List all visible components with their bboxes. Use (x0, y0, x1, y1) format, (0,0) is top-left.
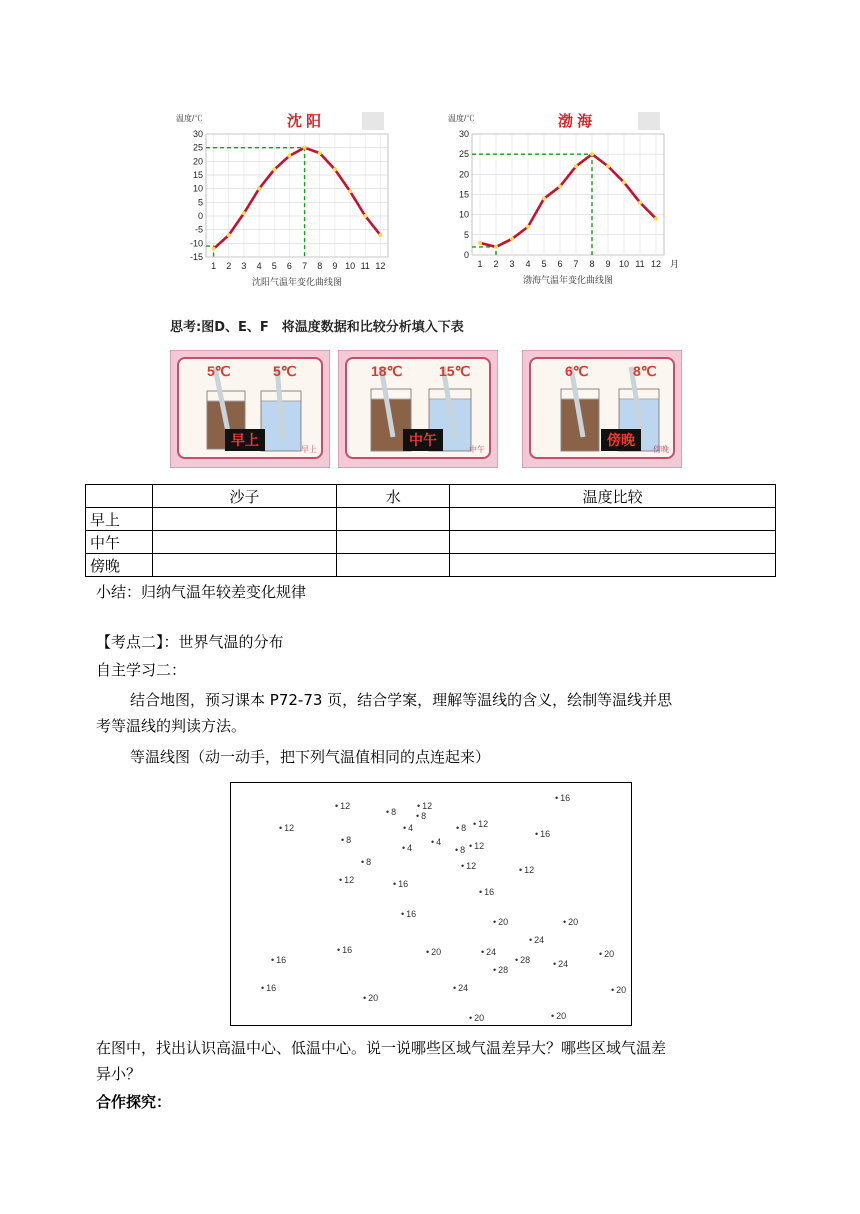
row-label: 早上 (86, 508, 153, 531)
isotherm-point[interactable]: • 20 (493, 917, 508, 927)
data-point (287, 154, 291, 158)
section-title: 【考点二】：世界气温的分布 (96, 633, 284, 651)
photo-noon (338, 350, 498, 468)
chart-caption: 渤海气温年变化曲线图 (522, 275, 614, 285)
x-tick-label: 11 (360, 261, 370, 271)
y-tick-label: 15 (458, 189, 469, 200)
table-cell[interactable] (450, 508, 776, 531)
chart-caption: 沈阳气温年变化曲线图 (251, 277, 343, 287)
x-tick-label: 8 (589, 259, 595, 269)
isotherm-point[interactable]: • 16 (393, 879, 408, 889)
table-cell[interactable] (450, 531, 776, 554)
chart-title: 沈 阳 (287, 113, 322, 130)
data-point (494, 245, 498, 249)
x-tick-label: 5 (541, 259, 547, 269)
paragraph-2: 等温线图（动一动手，把下列气温值相同的点连起来） (130, 748, 491, 766)
x-tick-label: 12 (650, 259, 662, 269)
x-tick-label: 2 (493, 259, 499, 269)
isotherm-point[interactable]: • 16 (555, 793, 570, 803)
shenyang-chart (176, 108, 408, 298)
x-tick-label: 9 (605, 259, 611, 269)
y-tick-label: 0 (463, 250, 469, 260)
isotherm-point[interactable]: • 12 (461, 861, 476, 871)
y-tick-label: 10 (192, 183, 203, 194)
data-point (510, 237, 514, 241)
data-point (272, 168, 276, 172)
isotherm-point[interactable]: • 12 (339, 875, 354, 885)
isotherm-point[interactable]: • 12 (417, 801, 432, 811)
y-tick-label: 30 (192, 129, 203, 139)
data-point (558, 184, 562, 188)
isotherm-point[interactable]: • 20 (426, 947, 441, 957)
isotherm-point[interactable]: • 20 (611, 985, 626, 995)
water-temp: 5℃ (273, 363, 297, 379)
data-point (638, 201, 642, 205)
y-tick-label: 20 (458, 169, 469, 180)
data-point (348, 189, 352, 193)
sand-temp: 6℃ (565, 363, 589, 379)
row-label: 傍晚 (86, 554, 153, 577)
time-tag: 傍晚 (653, 445, 669, 454)
isotherm-point[interactable]: • 8 (361, 857, 371, 867)
table-cell[interactable] (337, 531, 450, 554)
isotherm-point[interactable]: • 24 (481, 947, 496, 957)
data-point (303, 146, 307, 150)
sand-temp: 5℃ (207, 363, 231, 379)
data-point (212, 247, 216, 251)
x-tick-label: 11 (635, 259, 645, 269)
row-label: 中午 (86, 531, 153, 554)
y-tick-label: 25 (192, 142, 203, 153)
isotherm-point[interactable]: • 20 (363, 993, 378, 1003)
isotherm-point[interactable]: • 16 (535, 829, 550, 839)
table-header-cell: 温度比较 (450, 485, 776, 508)
chart-title: 渤 海 (558, 113, 593, 130)
shenyang-chart-svg (176, 108, 408, 298)
isotherm-point[interactable]: • 24 (553, 959, 568, 969)
x-tick-label: 1 (211, 261, 217, 271)
y-axis-label: 温度/℃ (448, 114, 475, 123)
isotherm-point[interactable]: • 4 (403, 823, 413, 833)
time-tag: 早上 (301, 445, 317, 454)
y-tick-label: -10 (189, 238, 203, 249)
data-point (242, 211, 246, 215)
x-tick-label: 7 (302, 261, 308, 271)
table-cell[interactable] (153, 554, 337, 577)
x-tick-label: 1 (477, 259, 483, 269)
x-tick-label: 6 (286, 261, 292, 271)
bohai-chart (448, 108, 688, 298)
isotherm-point[interactable]: • 20 (551, 1011, 566, 1021)
y-tick-label: 5 (197, 197, 203, 208)
table-cell[interactable] (337, 554, 450, 577)
table-row (86, 531, 776, 554)
paragraph-1b: 考等温线的判读方法。 (96, 717, 247, 735)
self-study: 自主学习二： (96, 661, 187, 679)
time-badge: 傍晚 (601, 429, 641, 451)
data-point (363, 214, 367, 218)
y-tick-label: 0 (197, 211, 203, 221)
y-tick-label: 5 (463, 229, 469, 240)
comparison-table (85, 484, 776, 577)
data-point (622, 180, 626, 184)
y-tick-label: 15 (192, 170, 203, 180)
chart-corner-block (362, 112, 384, 130)
cooperation-title: 合作探究： (96, 1093, 172, 1111)
data-point (318, 151, 322, 155)
data-point (590, 152, 594, 156)
paragraph-1a: 结合地图，预习课本 P72-73 页，结合学案，理解等温线的含义，绘制等温线并思 (130, 691, 673, 709)
summary: 小结：归纳气温年较差变化规律 (96, 583, 307, 601)
data-point (378, 233, 382, 237)
table-header-row (86, 485, 776, 508)
water-temp: 15℃ (439, 363, 471, 379)
isotherm-point[interactable]: • 8 (386, 807, 396, 817)
time-tag: 中午 (469, 445, 485, 454)
x-tick-label: 4 (525, 259, 531, 269)
isotherm-point[interactable]: • 8 (341, 835, 351, 845)
isotherm-point[interactable]: • 4 (402, 843, 412, 853)
data-point (257, 187, 261, 191)
table-cell[interactable] (337, 508, 450, 531)
time-badge: 中午 (403, 429, 443, 451)
isotherm-map[interactable] (230, 782, 632, 1026)
isotherm-point[interactable]: • 16 (479, 887, 494, 897)
x-tick-label: 10 (345, 261, 356, 271)
isotherm-point[interactable]: • 12 (279, 823, 294, 833)
think-title: 思考:图D、E、F 将温度数据和比较分析填入下表 (170, 320, 464, 335)
x-tick-label: 2 (226, 261, 232, 271)
isotherm-point[interactable]: • 28 (515, 955, 530, 965)
isotherm-point[interactable]: • 24 (529, 935, 544, 945)
isotherm-point[interactable]: • 8 (456, 823, 466, 833)
x-tick-label: 7 (573, 259, 579, 269)
question-b: 异小？ (96, 1065, 142, 1083)
table-header-cell: 沙子 (153, 485, 337, 508)
water-temp: 8℃ (633, 363, 657, 379)
data-point (654, 217, 658, 221)
isotherm-point[interactable]: • 16 (271, 955, 286, 965)
isotherm-point[interactable]: • 16 (337, 945, 352, 955)
isotherm-point[interactable]: • 8 (455, 845, 465, 855)
isotherm-point[interactable]: • 4 (431, 837, 441, 847)
isotherm-point[interactable]: • 8 (416, 811, 426, 821)
photo-morning (170, 350, 330, 468)
x-tick-label: 8 (317, 261, 323, 271)
x-tick-label: 4 (256, 261, 262, 271)
y-axis-label: 温度/℃ (176, 114, 203, 123)
x-tick-label: 5 (271, 261, 277, 271)
table-header-cell (86, 485, 153, 508)
table-row (86, 508, 776, 531)
data-point (542, 197, 546, 201)
y-tick-label: 20 (192, 156, 203, 167)
isotherm-point[interactable]: • 12 (335, 801, 350, 811)
time-badge: 早上 (225, 429, 265, 451)
sand-temp: 18℃ (371, 363, 403, 379)
question-a: 在图中，找出认识高温中心、低温中心。说一说哪些区域气温差异大？哪些区域气温差 (96, 1039, 667, 1057)
data-point (478, 241, 482, 245)
isotherm-point[interactable]: • 24 (453, 983, 468, 993)
y-tick-label: 10 (458, 209, 469, 220)
table-cell[interactable] (153, 531, 337, 554)
table-row (86, 554, 776, 577)
isotherm-point[interactable]: • 12 (469, 841, 484, 851)
y-tick-label: 30 (458, 129, 469, 139)
data-point (526, 225, 530, 229)
x-tick-label: 10 (618, 259, 630, 269)
photo-row (170, 350, 695, 470)
data-point (227, 233, 231, 237)
chart-corner-block (638, 112, 660, 130)
x-tick-label: 3 (509, 259, 515, 269)
bohai-chart-svg (448, 108, 688, 298)
y-tick-label: -5 (194, 224, 203, 235)
table-cell[interactable] (450, 554, 776, 577)
isotherm-point[interactable]: • 20 (563, 917, 578, 927)
data-point (333, 168, 337, 172)
isotherm-point[interactable]: • 12 (519, 865, 534, 875)
data-point (574, 164, 578, 168)
x-tick-label: 12 (375, 261, 386, 271)
photo-evening (522, 350, 682, 468)
table-cell[interactable] (153, 508, 337, 531)
isotherm-point[interactable]: • 16 (261, 983, 276, 993)
x-tick-label: 9 (332, 261, 338, 271)
y-tick-label: -15 (189, 252, 203, 262)
isotherm-point[interactable]: • 20 (599, 949, 614, 959)
isotherm-point[interactable]: • 16 (401, 909, 416, 919)
y-tick-label: 25 (458, 149, 469, 160)
data-point (606, 164, 610, 168)
table-header-cell: 水 (337, 485, 450, 508)
isotherm-point[interactable]: • 28 (493, 965, 508, 975)
isotherm-point[interactable]: • 20 (469, 1013, 484, 1023)
x-tick-label: 6 (557, 259, 563, 269)
x-tick-label: 3 (241, 261, 247, 271)
x-unit-label: 月 (670, 259, 680, 269)
isotherm-point[interactable]: • 12 (473, 819, 488, 829)
